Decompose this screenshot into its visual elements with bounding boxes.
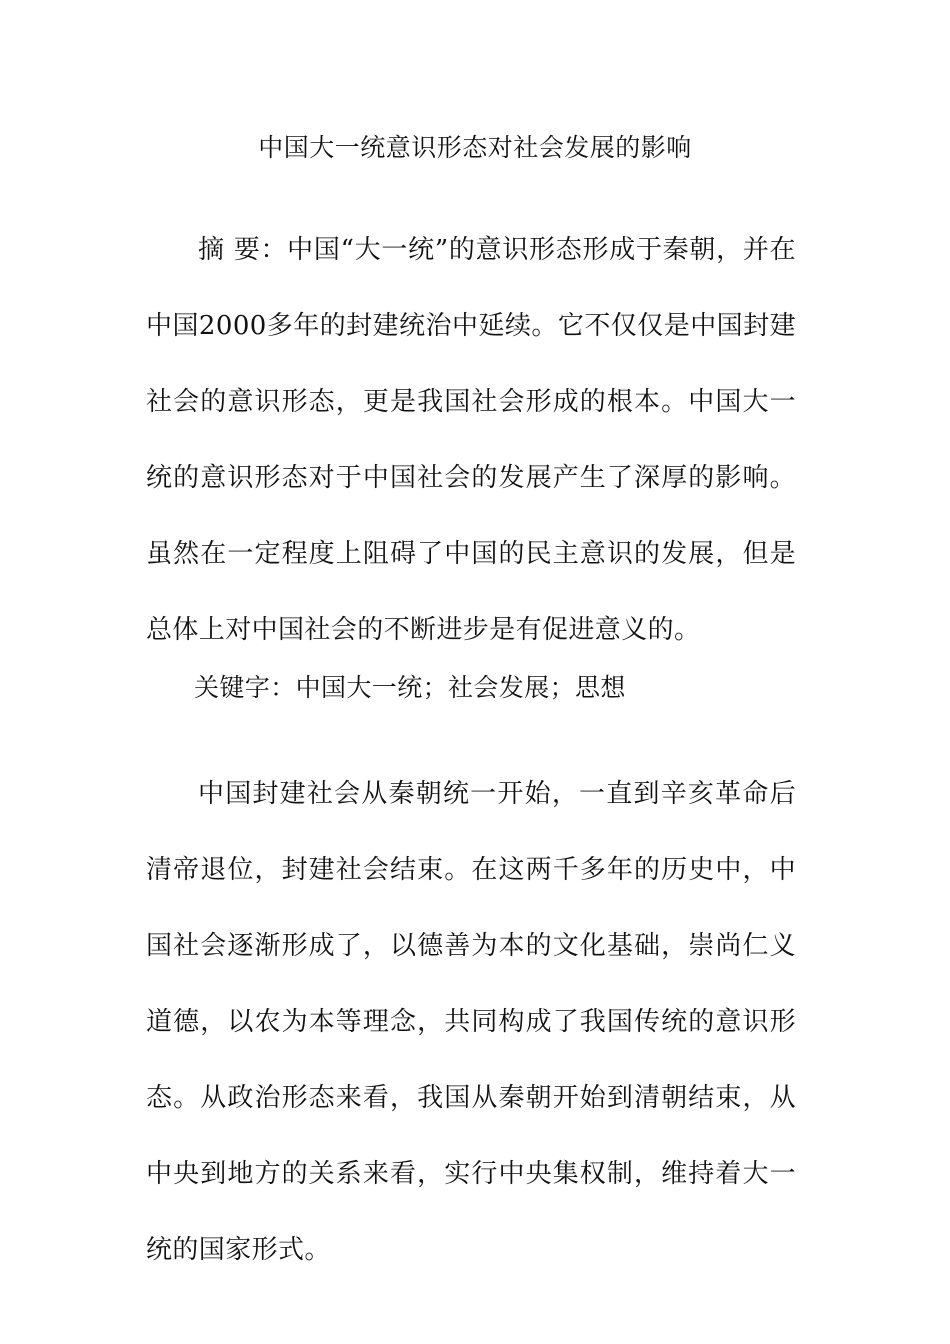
abstract-paragraph: 摘 要：中国“大一统”的意识形态形成于秦朝，并在中国2000多年的封建统治中延续。它不仅仅是中国封建社会的意识形态，更是我国社会形成的根本。中国大一统的意识形态对于中国社会的发展产生了深厚的影响。虽然在一定程度上阻碍了中国的民主意识的发展，但是总体上对中国社会的不断进步是有促进意义的。 (146, 235, 796, 645)
body-paragraph: 中国封建社会从秦朝统一开始，一直到辛亥革命后清帝退位，封建社会结束。在这两千多年的历史中，中国社会逐渐形成了，以德善为本的文化基础，崇尚仁义道德，以农为本等理念，共同构成了我国传统的意识形态。从政治形态来看，我国从秦朝开始到清朝结束，从中央到地方的关系来看，实行中央集权制，维持着大一统的国家形式。 (146, 779, 796, 1265)
keywords-line: 关键字：中国大一统；社会发展；思想 (194, 673, 626, 702)
document-title: 中国大一统意识形态对社会发展的影响 (258, 133, 692, 162)
